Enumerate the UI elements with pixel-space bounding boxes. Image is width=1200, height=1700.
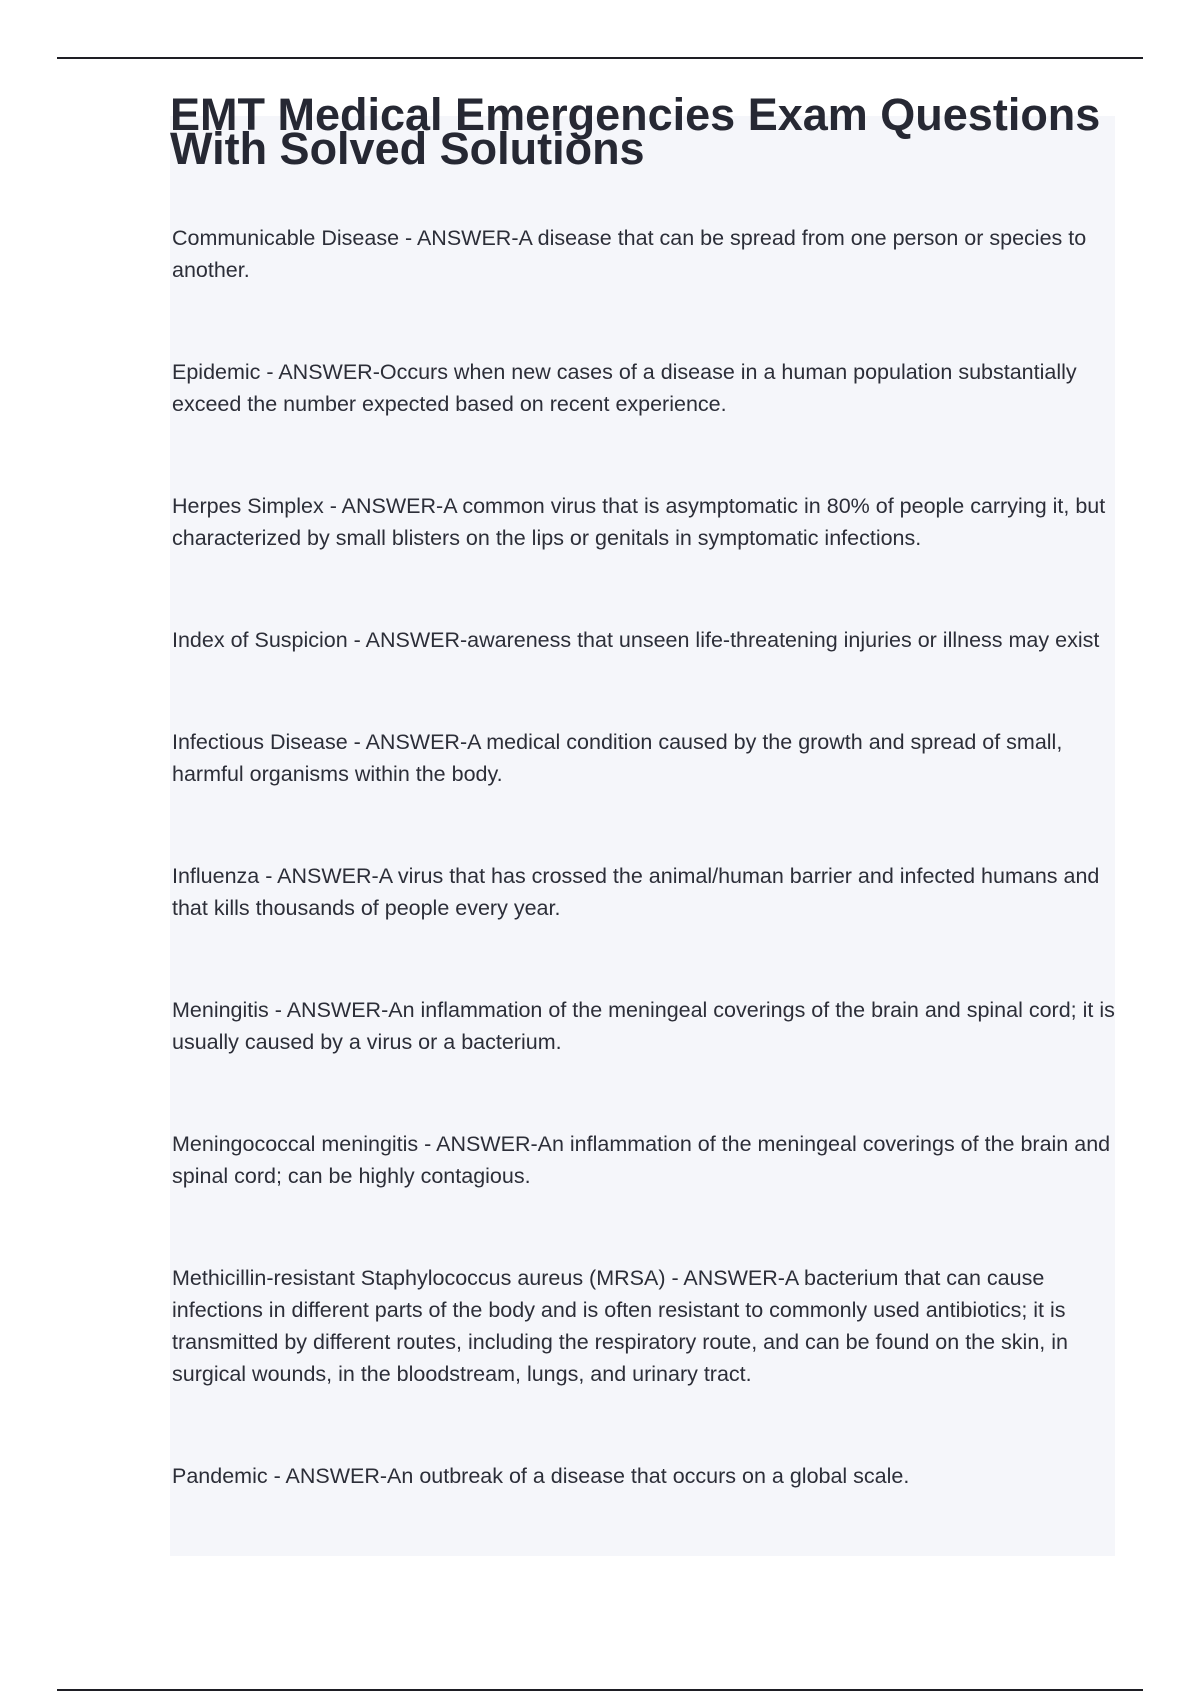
qa-entry-herpes-simplex: Herpes Simplex - ANSWER-A common virus that is asymptomatic in 80% of people carrying it, but characterized by small blisters on the lips or genitals in symptomatic infections. [172,494,1106,550]
qa-entry-pandemic: Pandemic - ANSWER-An outbreak of a disease that occurs on a global scale. [172,1464,910,1488]
qa-entry-influenza: Influenza - ANSWER-A virus that has crossed the animal/human barrier and infected humans and that kills thousands of people every year. [172,864,1100,920]
qa-entry-index-of-suspicion: Index of Suspicion - ANSWER-awareness that unseen life-threatening injuries or illness may exist [172,628,1100,652]
qa-entry-infectious-disease: Infectious Disease - ANSWER-A medical condition caused by the growth and spread of small, harmful organisms within the body. [172,730,1063,786]
qa-entry-communicable-disease: Communicable Disease - ANSWER-A disease that can be spread from one person or species to another. [172,226,1087,282]
qa-entry-mrsa: Methicillin-resistant Staphylococcus aureus (MRSA) - ANSWER-A bacterium that can cause infections in different parts of the body and is often resistant to commonly used antibiotics; it is transmitted by different routes, including the respiratory route, and can be found on the skin, in surgical wounds, in the bloodstream, lungs, and urinary tract. [172,1266,1068,1386]
top-divider [57,57,1143,59]
bottom-divider [57,1689,1143,1691]
qa-entry-epidemic: Epidemic - ANSWER-Occurs when new cases of a disease in a human population substantially exceed the number expected based on recent experience. [172,360,1077,416]
qa-list [172,222,1117,1492]
qa-entry-meningococcal-meningitis: Meningococcal meningitis - ANSWER-An inflammation of the meningeal coverings of the brain and spinal cord; can be highly contagious. [172,1132,1111,1188]
qa-entry-meningitis: Meningitis - ANSWER-An inflammation of the meningeal coverings of the brain and spinal cord; it is usually caused by a virus or a bacterium. [172,998,1115,1054]
page-title: EMT Medical Emergencies Exam Questions With Solved Solutions [170,89,1101,174]
